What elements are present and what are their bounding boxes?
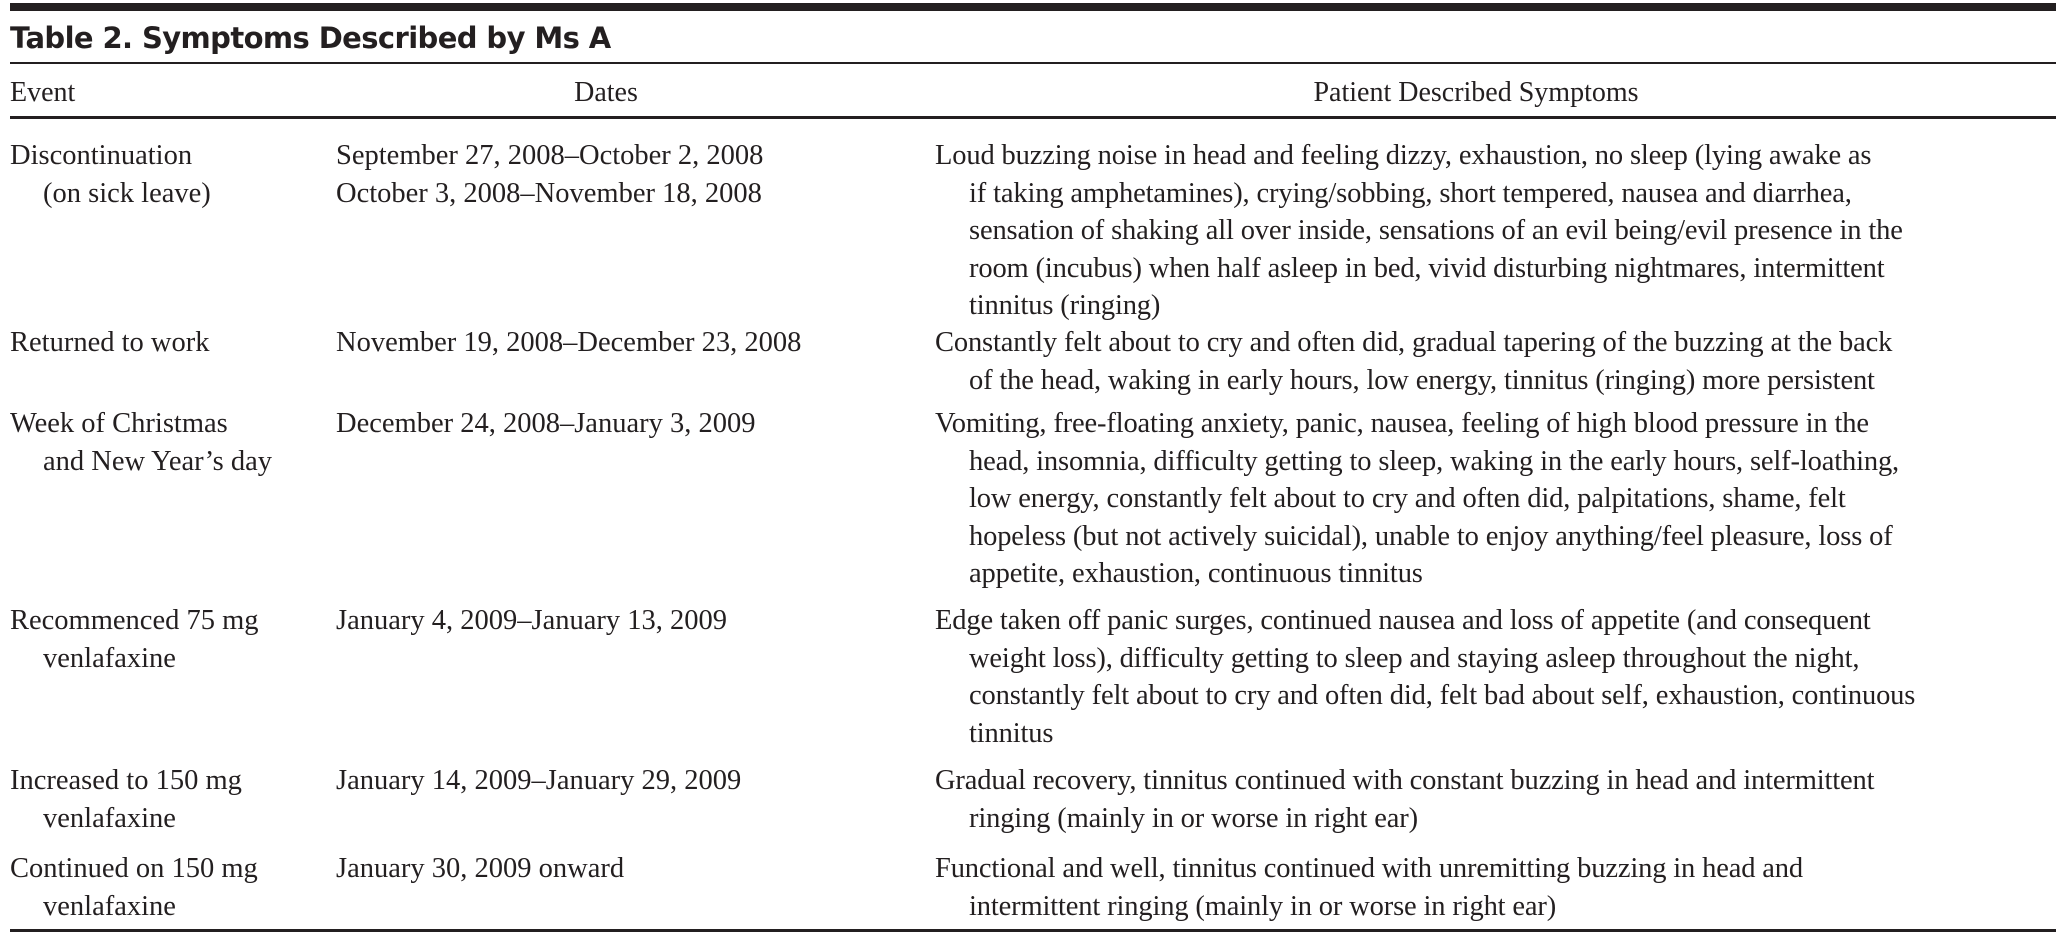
dates-cell — [336, 137, 896, 212]
date-range: January 30, 2009 onward — [336, 853, 625, 884]
event-text-cont: and New Year’s day — [43, 445, 273, 477]
header-dates: Dates — [574, 77, 638, 108]
event-text: Returned to work — [10, 327, 210, 358]
event-text-cont: venlafaxine — [43, 890, 176, 922]
header-rule — [10, 116, 2056, 119]
top-rule-thick — [10, 3, 2056, 11]
symptoms-cell — [901, 850, 2056, 925]
event-text: Recommenced 75 mg — [10, 605, 259, 636]
table-header — [0, 74, 2060, 112]
symptoms-line: of the head, waking in early hours, low energy, tinnitus (ringing) more persistent — [969, 364, 1875, 396]
event-cell — [10, 324, 330, 362]
dates-cell — [336, 405, 896, 443]
event-text-cont: venlafaxine — [43, 642, 176, 674]
symptoms-line: tinnitus — [969, 717, 1054, 749]
symptoms-line: intermittent ringing (mainly in or worse in right ear) — [969, 890, 1557, 922]
title-rule — [10, 62, 2056, 64]
dates-cell — [336, 850, 896, 888]
symptoms-line: Functional and well, tinnitus continued with unremitting buzzing in head and — [935, 853, 1803, 884]
symptoms-line: room (incubus) when half asleep in bed, vivid disturbing nightmares, intermittent — [969, 252, 1885, 284]
symptoms-line: hopeless (but not actively suicidal), unable to enjoy anything/feel pleasure, loss of — [969, 520, 1893, 552]
symptoms-cell — [901, 324, 2056, 399]
dates-cell — [336, 762, 896, 800]
dates-cell — [336, 324, 896, 362]
symptoms-line: ringing (mainly in or worse in right ear) — [969, 802, 1418, 834]
event-cell — [10, 602, 330, 677]
symptoms-line: Loud buzzing noise in head and feeling dizzy, exhaustion, no sleep (lying awake as — [935, 140, 1872, 171]
symptoms-line: if taking amphetamines), crying/sobbing, short tempered, nausea and diarrhea, — [969, 177, 1852, 209]
table-title: Table 2. Symptoms Described by Ms A — [10, 21, 611, 55]
symptoms-line: sensation of shaking all over inside, sensations of an evil being/evil presence in the — [969, 215, 1903, 246]
symptoms-line: Gradual recovery, tinnitus continued with constant buzzing in head and intermittent — [935, 765, 1875, 796]
symptoms-line: low energy, constantly felt about to cry and often did, palpitations, shame, felt — [969, 483, 1846, 514]
event-text: Week of Christmas — [10, 408, 228, 439]
symptoms-line: Constantly felt about to cry and often did, gradual tapering of the buzzing at the back — [935, 327, 1893, 358]
event-cell — [10, 137, 330, 212]
date-range: October 3, 2008–November 18, 2008 — [336, 177, 762, 209]
symptoms-line: head, insomnia, difficulty getting to sleep, waking in the early hours, self-loathing, — [969, 445, 1900, 477]
event-cell — [10, 405, 330, 480]
symptoms-line: weight loss), difficulty getting to sleep and staying asleep throughout the night, — [969, 642, 1860, 674]
event-text: Increased to 150 mg — [10, 765, 242, 796]
symptoms-line: constantly felt about to cry and often did, felt bad about self, exhaustion, continuous — [969, 680, 1916, 711]
header-event: Event — [10, 77, 76, 108]
symptoms-cell — [901, 602, 2056, 752]
event-text: Discontinuation — [10, 140, 193, 171]
header-symptoms: Patient Described Symptoms — [1313, 77, 1639, 108]
symptoms-cell — [901, 137, 2056, 325]
dates-cell — [336, 602, 896, 640]
symptoms-line: Edge taken off panic surges, continued nausea and loss of appetite (and consequent — [935, 605, 1871, 636]
symptoms-cell — [901, 405, 2056, 593]
date-range: November 19, 2008–December 23, 2008 — [336, 327, 802, 358]
event-cell — [10, 762, 330, 837]
date-range: December 24, 2008–January 3, 2009 — [336, 408, 756, 439]
symptoms-line: appetite, exhaustion, continuous tinnitus — [969, 558, 1423, 589]
date-range: September 27, 2008–October 2, 2008 — [336, 140, 764, 171]
date-range: January 4, 2009–January 13, 2009 — [336, 605, 728, 636]
bottom-rule — [10, 929, 2056, 932]
symptoms-line: Vomiting, free-floating anxiety, panic, nausea, feeling of high blood pressure in the — [935, 408, 1869, 439]
date-range: January 14, 2009–January 29, 2009 — [336, 765, 742, 796]
event-text-cont: (on sick leave) — [43, 177, 211, 209]
symptoms-cell — [901, 762, 2056, 837]
event-text-cont: venlafaxine — [43, 802, 176, 834]
event-text: Continued on 150 mg — [10, 853, 258, 884]
symptoms-line: tinnitus (ringing) — [969, 290, 1161, 321]
event-cell — [10, 850, 330, 925]
